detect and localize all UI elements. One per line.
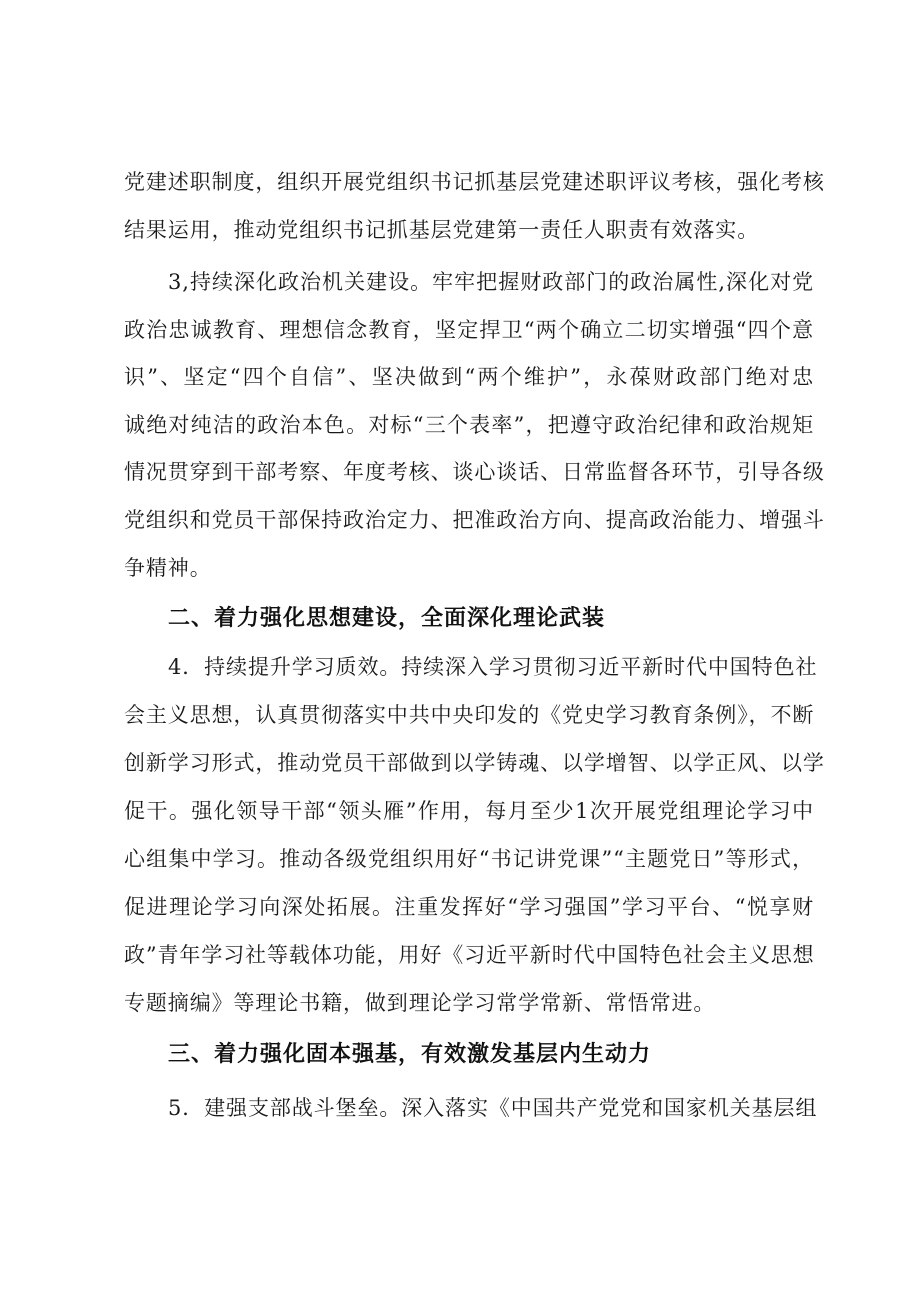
section-heading-3: 三、着力强化固本强基，有效激发基层内生动力	[168, 1042, 652, 1067]
text-line: 政治忠诚教育、理想信念教育，坚定捍卫“两个确立二切实增强“四个意	[124, 318, 814, 342]
text-line: 党组织和党员干部保持政治定力、把准政治方向、提高政治能力、增强斗	[124, 508, 825, 532]
section-heading-2: 二、着力强化思想建设，全面深化理论武装	[168, 606, 606, 631]
text-line: 创新学习形式，推动党员干部做到以学铸魂、以学增智、以学正风、以学	[124, 751, 825, 775]
text-line: 政”青年学习社等载体功能，用好《习近平新时代中国特色社会主义思想	[124, 943, 815, 967]
text-line: 心组集中学习。推动各级党组织用好“书记讲党课”“主题党日”等形式，	[124, 847, 814, 871]
text-line: 促进理论学习向深处拓展。注重发挥好“学习强国”学习平台、“悦享财	[124, 895, 814, 919]
text-line: 情况贯穿到干部考察、年度考核、谈心谈话、日常监督各环节，引导各级	[124, 460, 825, 484]
text-line: 4．持续提升学习质效。持续深入学习贯彻习近平新时代中国特色社	[168, 655, 818, 679]
text-line: 党建述职制度，组织开展党组织书记抓基层党建述职评议考核，强化考核	[124, 170, 825, 194]
text-line: 会主义思想，认真贯彻落实中共中央印发的《党史学习教育条例》，不断	[124, 703, 815, 727]
text-line: 3,持续深化政治机关建设。牢牢把握财政部门的政治属性,深化对党	[168, 270, 814, 294]
text-line: 识”、坚定“四个自信”、坚决做到“两个维护”，永葆财政部门绝对忠	[124, 365, 814, 389]
text-line: 5．建强支部战斗堡垒。深入落实《中国共产党党和国家机关基层组	[168, 1096, 818, 1120]
text-line: 结果运用，推动党组织书记抓基层党建第一责任人职责有效落实。	[124, 218, 760, 242]
text-line: 争精神。	[124, 556, 212, 580]
text-line: 诚绝对纯洁的政治本色。对标“三个表率”，把遵守政治纪律和政治规矩	[124, 413, 814, 437]
text-line: 专题摘编》等理论书籍，做到理论学习常学常新、常悟常进。	[124, 991, 716, 1015]
text-line: 促干。强化领导干部“领头雁”作用，每月至少1次开展党组理论学习中	[124, 799, 814, 823]
